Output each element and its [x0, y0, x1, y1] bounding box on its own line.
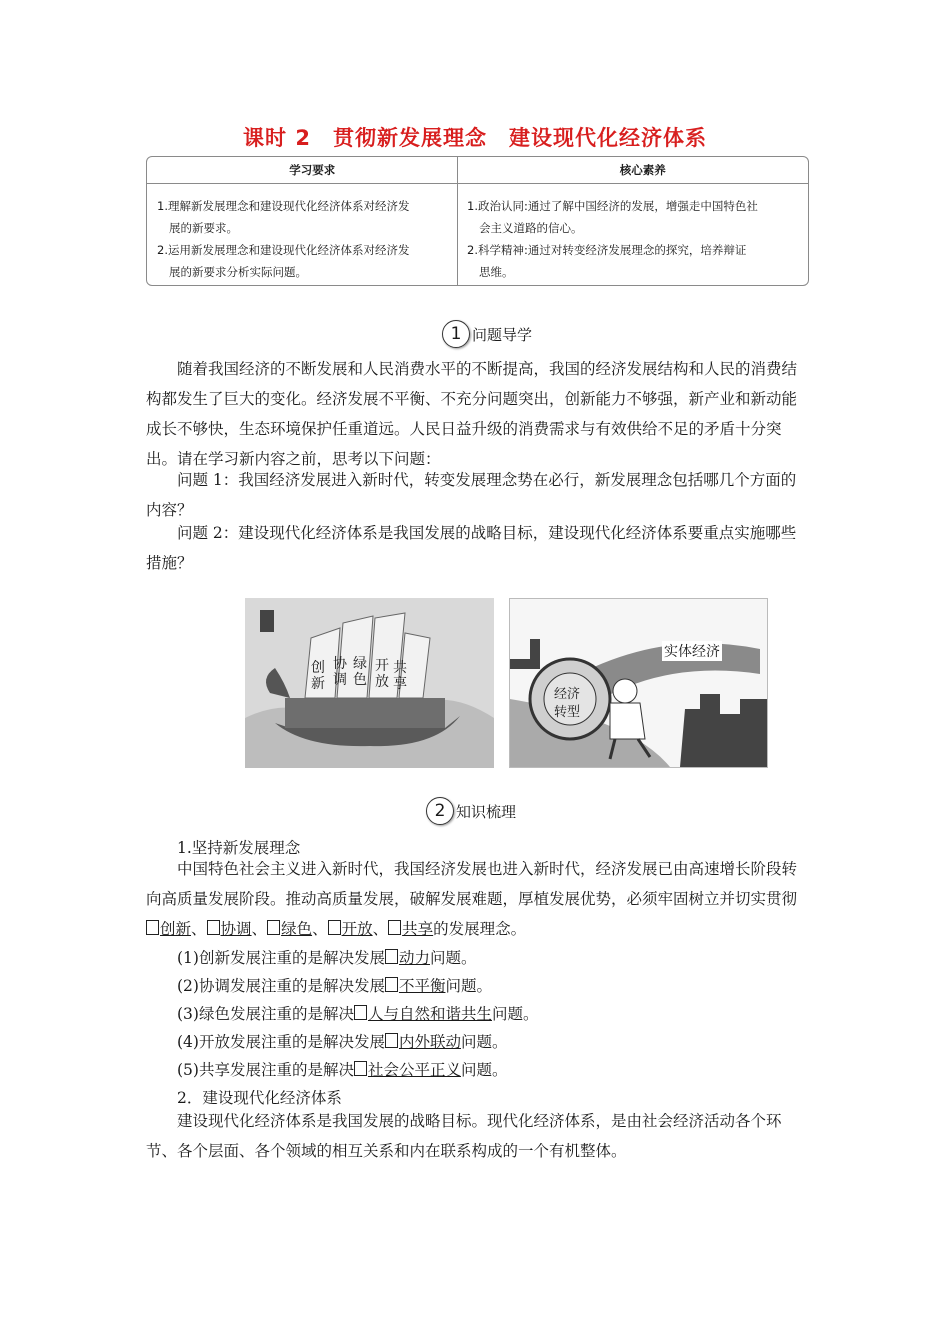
sail-label: 创新: [311, 660, 325, 692]
list-item: (3)绿色发展注重的是解决 人与自然和谐共生问题。: [177, 1005, 539, 1023]
banner-label: 实体经济: [662, 641, 722, 661]
concept-answer: 开放: [341, 920, 373, 938]
core-literacy-header: 核心素养: [619, 163, 666, 177]
fill-answer: 人与自然和谐共生: [367, 1005, 492, 1023]
section-heading-problem-guide: [442, 320, 532, 348]
list-item: (5)共享发展注重的是解决 社会公平正义问题。: [177, 1061, 508, 1079]
section-title: 知识梳理: [456, 802, 517, 821]
list-item: (1)创新发展注重的是解决发展 动力问题。: [177, 949, 477, 967]
section-heading-knowledge: [426, 797, 516, 825]
literacy-item: 1.政治认同:通过了解中国经济的发展，增强走中国特色社: [467, 199, 758, 213]
concept-answer: 绿色: [281, 920, 313, 938]
literacy-item: 2.科学精神:通过对转变经济发展理念的探究，培养辩证: [467, 243, 747, 257]
learning-requirements-list: [157, 195, 453, 283]
fill-answer: 动力: [398, 949, 430, 967]
list-item: (4)开放发展注重的是解决发展 内外联动问题。: [177, 1033, 508, 1051]
requirement-item: 展的新要求。: [169, 221, 238, 235]
requirement-item: 展的新要求分析实际问题。: [169, 265, 307, 279]
concepts-paragraph: 中国特色社会主义进入新时代，我国经济发展也进入新时代，经济发展已由高速增长阶段转向高质量发展阶段。推动高质量发展，破解发展难题，厚植发展优势，必须牢固树立并切实贯彻创新、 协调、 绿色、 开放、 共享的发展理念。: [146, 860, 798, 938]
concept-answer: 协调: [220, 920, 252, 938]
requirements-table: [146, 156, 809, 286]
table-divider: [457, 157, 458, 285]
fill-answer: 社会公平正义: [367, 1061, 461, 1079]
section-title: 问题导学: [472, 325, 533, 344]
question-2: 问题 2：建设现代化经济体系是我国发展的战略目标，建设现代化经济体系要重点实施哪些措施？: [146, 524, 797, 572]
question-1: 问题 1：我国经济发展进入新时代，转变发展理念势在必行，新发展理念包括哪几个方面的内容？: [146, 471, 797, 519]
sail-label: 开放: [375, 658, 389, 690]
core-literacy-list: [467, 195, 803, 283]
number-two-icon: 2: [426, 797, 454, 825]
fill-answer: 内外联动: [398, 1033, 461, 1051]
sail-label: 协调: [333, 656, 347, 688]
economy-transformation-cartoon: [509, 598, 768, 768]
lesson-title: 课时 2 贯彻新发展理念 建设现代化经济体系: [243, 126, 707, 150]
concept-answer: 共享: [402, 920, 434, 938]
fill-answer: 不平衡: [398, 977, 446, 995]
literacy-item: 思维。: [479, 265, 514, 279]
list-item: (2)协调发展注重的是解决发展 不平衡问题。: [177, 977, 492, 995]
number-one-icon: 1: [442, 320, 470, 348]
table-header: [147, 157, 808, 184]
economic-system-paragraph: 建设现代化经济体系是我国发展的战略目标。现代化经济体系，是由社会经济活动各个环节、各个层面、各个领域的相互关系和内在联系构成的一个有机整体。: [146, 1112, 782, 1160]
requirement-item: 2.运用新发展理念和建设现代化经济体系对经济发: [157, 243, 410, 257]
subheading-1: 1.坚持新发展理念: [177, 839, 301, 857]
wheel-label: 转型: [554, 705, 581, 720]
learning-requirements-header: 学习要求: [289, 163, 336, 177]
sail-label: 绿色: [353, 656, 367, 688]
requirement-item: 1.理解新发展理念和建设现代化经济体系对经济发: [157, 199, 410, 213]
literacy-item: 会主义道路的信心。: [479, 221, 583, 235]
intro-paragraph: 随着我国经济的不断发展和人民消费水平的不断提高，我国的经济发展结构和人民的消费结构都发生了巨大的变化。经济发展不平衡、不充分问题突出，创新能力不够强，新产业和新动能成长不够快，生态环境保护任重道远。人民日益升级的消费需求与有效供给不足的矛盾十分突出。请在学习新内容之前，思考以下问题：: [146, 360, 798, 468]
concept-answer: 创新: [160, 920, 192, 938]
subheading-2: 2．建设现代化经济体系: [177, 1089, 342, 1107]
sail-label: 共享: [393, 660, 407, 692]
ship-illustration: [245, 598, 494, 768]
wheel-label: 经济: [554, 687, 581, 702]
